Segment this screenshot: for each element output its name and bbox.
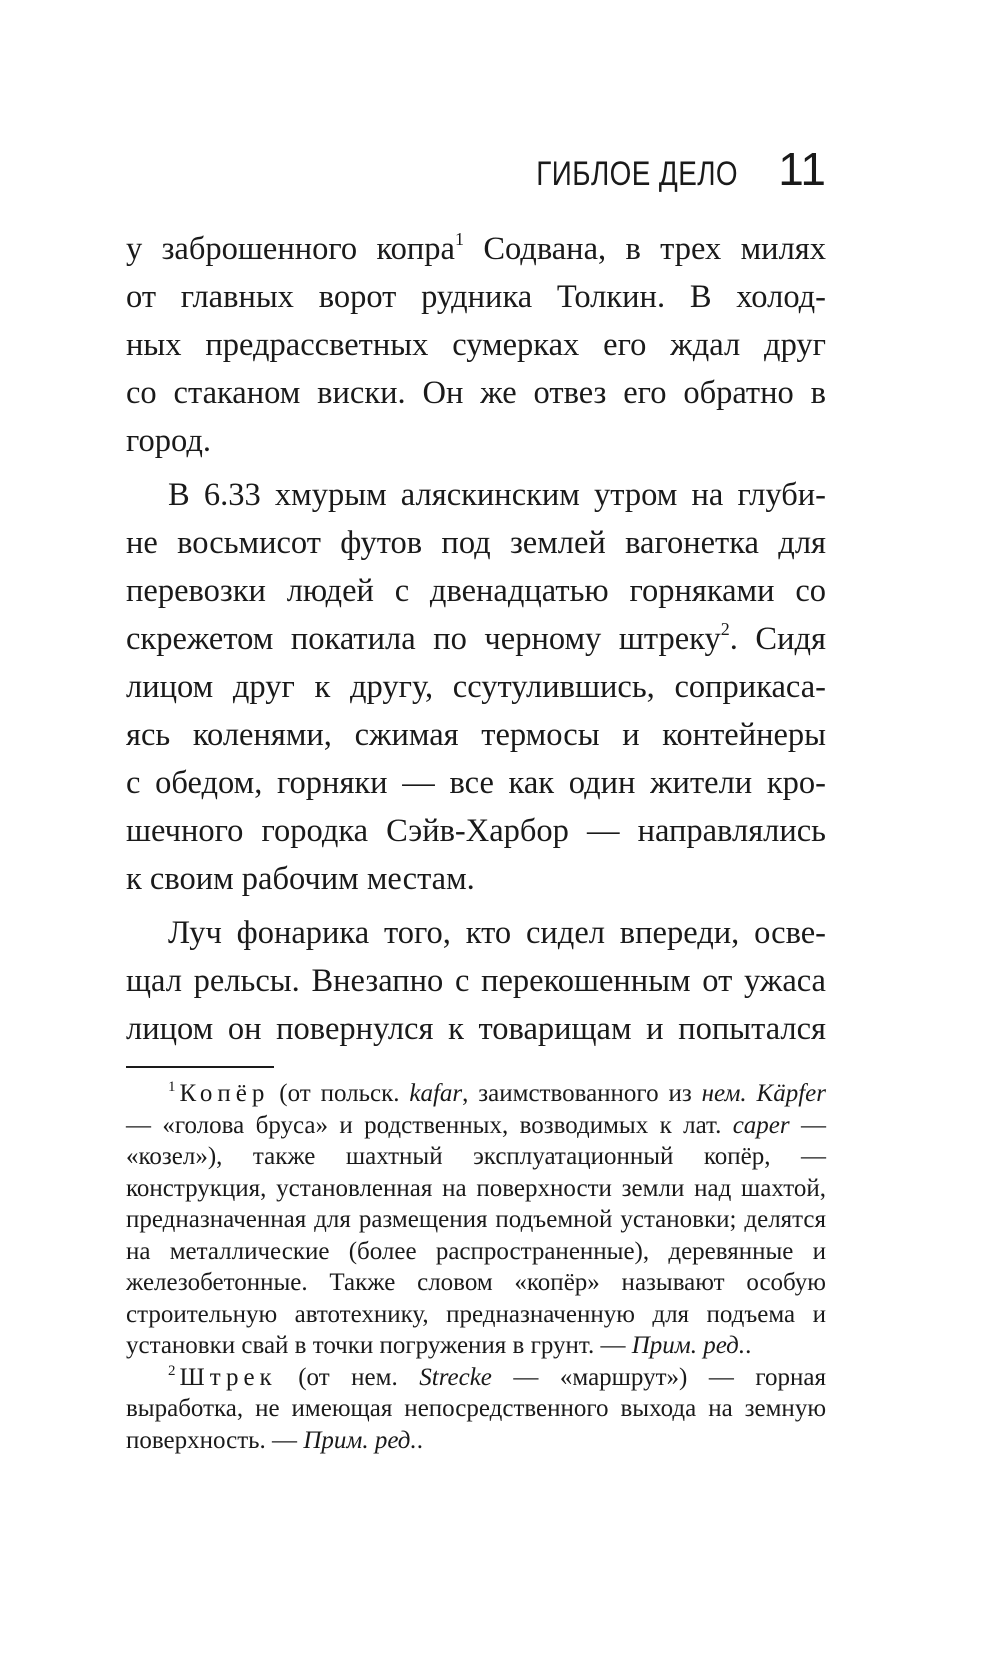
paragraph-2 <box>126 471 826 903</box>
text-fragment: Strecke <box>419 1363 492 1391</box>
editor-note: Прим. ред. <box>303 1426 417 1454</box>
text-fragment: caper <box>732 1111 790 1139</box>
text-fragment: . <box>745 1332 752 1359</box>
text-fragment: (от польск. <box>269 1080 410 1107</box>
footnote-1 <box>126 1078 826 1362</box>
text-fragment: . Сидя <box>729 621 826 657</box>
page-number: 11 <box>778 143 826 195</box>
text-line: Луч фонарика того, кто сидел впереди, осве- <box>168 915 826 951</box>
footnote-2 <box>126 1362 826 1457</box>
text-fragment: у заброшенного копра <box>126 231 455 267</box>
footnote-term: Копёр <box>179 1080 270 1107</box>
text-fragment: скрежетом покатила по черному штреку <box>126 621 721 657</box>
text-line: шечного городка Сэйв-Харбор — направлялись <box>126 813 826 849</box>
text-fragment: — «козел»), также шахтный эксплуатационный копёр, — конструкция, установленная на поверхности земли над шахтой, предназначенная для размещения подъемной установки; делятся на металлические (более распространенные), деревянные и железобетонные. Также словом «копёр» называют особую строительную автотехнику, предназначенную для подъема и установки свай в точки погружения в грунт. — <box>126 1111 826 1359</box>
paragraph-1 <box>126 225 826 465</box>
footnote-term: Штрек <box>179 1363 277 1391</box>
text-line <box>126 615 826 663</box>
text-fragment: (от нем. <box>276 1363 420 1391</box>
text-fragment: Содвана, в трех милях <box>463 231 826 267</box>
text-fragment: Käpfer <box>756 1080 826 1107</box>
text-line: лицом друг к другу, ссутулившись, соприкаса- <box>126 669 826 705</box>
text-line: с обедом, горняки — все как один жители кро- <box>126 765 826 801</box>
running-title: ГИБЛОЕ ДЕЛО <box>536 155 739 193</box>
text-line: В 6.33 хмурым аляскинским утром на глуби- <box>168 477 826 513</box>
text-line: ных предрассветных сумерках его ждал друг <box>126 327 826 363</box>
text-fragment: нем. <box>701 1080 747 1107</box>
text-line: со стаканом виски. Он же отвез его обратно в <box>126 375 826 411</box>
text-line: город. <box>126 423 211 459</box>
footnotes <box>126 1078 826 1456</box>
main-text <box>126 225 826 1059</box>
text-line: перевозки людей с двенадцатью горняками со <box>126 573 826 609</box>
running-header <box>126 142 826 196</box>
text-line: не восьмисот футов под землей вагонетка для <box>126 525 826 561</box>
text-line: ясь коленями, сжимая термосы и контейнеры <box>126 717 826 753</box>
text-line: от главных ворот рудника Толкин. В холод- <box>126 279 826 315</box>
text-fragment: , заимствованного из <box>462 1080 702 1107</box>
footnote-ref-1[interactable]: 1 <box>454 229 464 249</box>
text-fragment: — «маршрут») — горная выработка, не имеющая непосредственного выхода на земную поверхность. — <box>126 1363 827 1454</box>
text-fragment: — «голова бруса» и родственных, возводимых к лат. <box>126 1111 733 1139</box>
paragraph-3 <box>126 909 826 1053</box>
footnote-ref-2[interactable]: 2 <box>720 619 730 639</box>
footnote-divider <box>126 1066 274 1068</box>
text-fragment: kafar <box>409 1080 463 1107</box>
footnote-mark: 2 <box>168 1362 176 1379</box>
text-line: к своим рабочим местам. <box>126 861 475 897</box>
text-fragment: . <box>416 1426 423 1454</box>
text-line <box>126 225 826 273</box>
editor-note: Прим. ред. <box>631 1332 746 1359</box>
text-line: лицом он повернулся к товарищам и попытался <box>126 1011 826 1047</box>
footnote-mark: 1 <box>168 1079 176 1095</box>
text-line: щал рельсы. Внезапно с перекошенным от ужаса <box>126 963 826 999</box>
